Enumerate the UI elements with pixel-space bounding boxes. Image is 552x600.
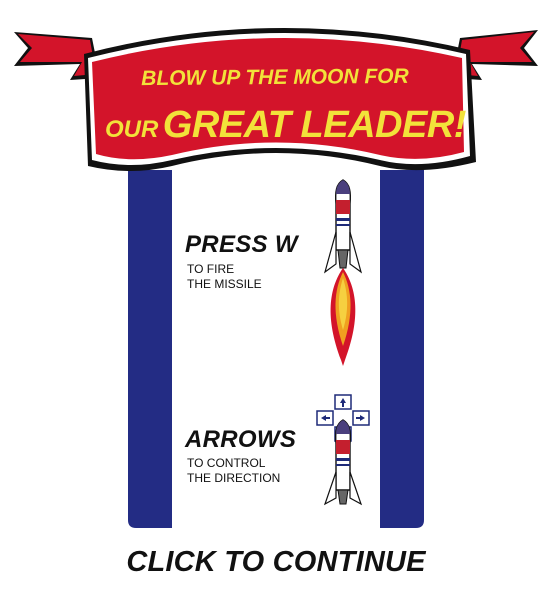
direction-description-line2: THE DIRECTION (187, 471, 281, 485)
banner-main-text: GREAT LEADER! (162, 104, 466, 146)
arrow-up-key[interactable] (335, 395, 351, 409)
arrow-right-key[interactable] (353, 411, 369, 425)
direction-description-line1: TO CONTROL (187, 456, 266, 470)
banner-ribbon (84, 28, 476, 171)
fire-description (187, 262, 307, 292)
fire-description-line2: THE MISSILE (187, 277, 262, 291)
banner-title-line1: BLOW UP THE MOON FOR (141, 64, 409, 91)
banner-title-line2 (105, 104, 466, 147)
fire-key-label: PRESS W (185, 231, 298, 258)
click-to-continue-button[interactable]: CLICK TO CONTINUE (126, 546, 426, 578)
banner-prefix: OUR (105, 116, 159, 143)
fire-description-line1: TO FIRE (187, 262, 235, 276)
arrow-left-key[interactable] (317, 411, 333, 425)
direction-key-label: ARROWS (185, 426, 297, 453)
direction-description (187, 456, 317, 486)
